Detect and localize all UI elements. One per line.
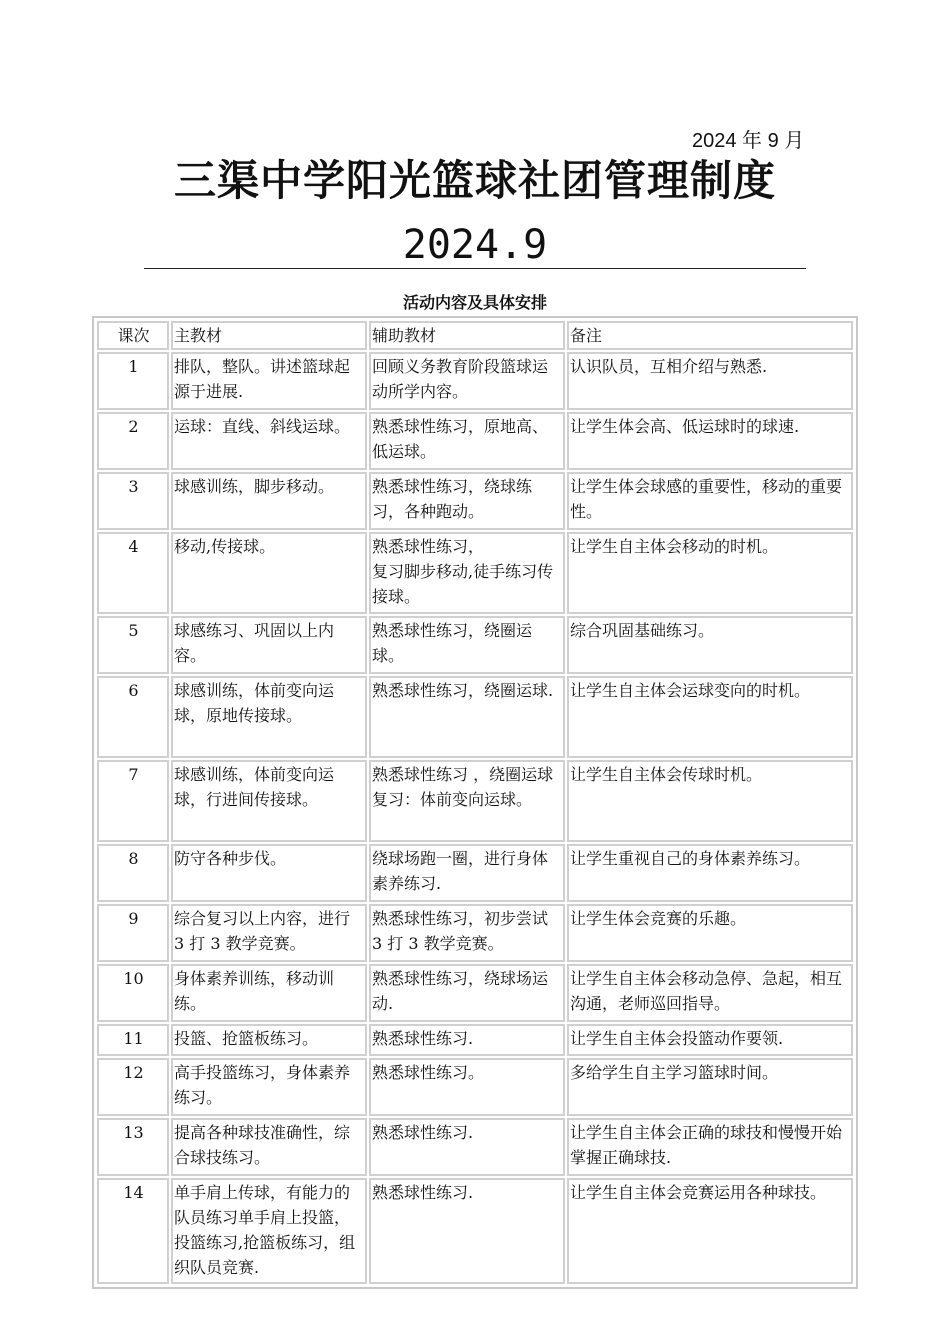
- aux-material-cell: 熟悉球性练习.: [369, 1118, 565, 1176]
- lesson-number-cell: 8: [97, 844, 169, 902]
- column-header-notes: 备注: [567, 321, 853, 350]
- lesson-number-cell: 11: [97, 1024, 169, 1056]
- document-date: 2024 年 9 月: [692, 130, 805, 152]
- schedule-table: [92, 316, 858, 1289]
- notes-cell: 让学生自主体会投篮动作要领.: [567, 1024, 853, 1056]
- main-material-cell: 球感练习、巩固以上内容。: [171, 616, 367, 674]
- lesson-number-cell: 13: [97, 1118, 169, 1176]
- table-row: [97, 1118, 853, 1176]
- aux-material-cell: 熟悉球性练习，初步尝试 3 打 3 教学竞赛。: [369, 904, 565, 962]
- notes-cell: 让学生自主体会移动的时机。: [567, 532, 853, 614]
- lesson-number-cell: 7: [97, 760, 169, 842]
- table-row: [97, 412, 853, 470]
- document-title: 三渠中学阳光篮球社团管理制度: [173, 156, 776, 205]
- main-material-cell: 投篮、抢篮板练习。: [171, 1024, 367, 1056]
- main-material-cell: 运球：直线、斜线运球。: [171, 412, 367, 470]
- aux-material-cell: 绕球场跑一圈，进行身体素养练习.: [369, 844, 565, 902]
- aux-material-cell: 回顾义务教育阶段篮球运动所学内容。: [369, 352, 565, 410]
- table-row: [97, 676, 853, 758]
- lesson-number-cell: 4: [97, 532, 169, 614]
- lesson-number-cell: 10: [97, 964, 169, 1022]
- main-material-cell: 综合复习以上内容，进行 3 打 3 教学竞赛。: [171, 904, 367, 962]
- main-material-cell: 身体素养训练，移动训练。: [171, 964, 367, 1022]
- main-material-cell: 排队，整队。讲述篮球起源于进展.: [171, 352, 367, 410]
- column-header-main-material: 主教材: [171, 321, 367, 350]
- lesson-number-cell: 12: [97, 1058, 169, 1116]
- notes-cell: 让学生自主体会正确的球技和慢慢开始掌握正确球技.: [567, 1118, 853, 1176]
- table-row: [97, 472, 853, 530]
- main-material-cell: 移动,传接球。: [171, 532, 367, 614]
- main-material-cell: 防守各种步伐。: [171, 844, 367, 902]
- aux-material-cell: 熟悉球性练习。: [369, 1058, 565, 1116]
- table-row: [97, 964, 853, 1022]
- lesson-number-cell: 9: [97, 904, 169, 962]
- main-material-cell: 高手投篮练习，身体素养练习。: [171, 1058, 367, 1116]
- main-material-cell: 球感训练，体前变向运球，行进间传接球。: [171, 760, 367, 842]
- lesson-number-cell: 6: [97, 676, 169, 758]
- table-row: [97, 352, 853, 410]
- notes-cell: 让学生重视自己的身体素养练习。: [567, 844, 853, 902]
- notes-cell: 让学生体会球感的重要性，移动的重要性。: [567, 472, 853, 530]
- main-material-cell: 球感训练，脚步移动。: [171, 472, 367, 530]
- table-row: [97, 532, 853, 614]
- notes-cell: 让学生自主体会移动急停、急起，相互沟通，老师巡回指导。: [567, 964, 853, 1022]
- lesson-number-cell: 14: [97, 1178, 169, 1284]
- notes-cell: 让学生自主体会竞赛运用各种球技。: [567, 1178, 853, 1284]
- table-row: [97, 904, 853, 962]
- title-divider: [144, 268, 806, 269]
- lesson-number-cell: 1: [97, 352, 169, 410]
- aux-material-cell: 熟悉球性练习，原地高、低运球。: [369, 412, 565, 470]
- column-header-lesson: 课次: [97, 321, 169, 350]
- aux-material-cell: 熟悉球性练习，绕圈运球.: [369, 676, 565, 758]
- table-row: [97, 1178, 853, 1284]
- lesson-number-cell: 5: [97, 616, 169, 674]
- main-material-cell: 提高各种球技准确性，综合球技练习。: [171, 1118, 367, 1176]
- notes-cell: 让学生体会高、低运球时的球速.: [567, 412, 853, 470]
- aux-material-cell: 熟悉球性练习.: [369, 1024, 565, 1056]
- aux-material-cell: 熟悉球性练习，绕球场运动.: [369, 964, 565, 1022]
- table-row: [97, 844, 853, 902]
- aux-material-cell: 熟悉球性练习.: [369, 1178, 565, 1284]
- lesson-number-cell: 2: [97, 412, 169, 470]
- document-year: 2024.9: [402, 222, 548, 268]
- column-header-aux-material: 辅助教材: [369, 321, 565, 350]
- table-row: [97, 1058, 853, 1116]
- main-material-cell: 单手肩上传球，有能力的队员练习单手肩上投篮，投篮练习,抢篮板练习，组织队员竞赛.: [171, 1178, 367, 1284]
- lesson-number-cell: 3: [97, 472, 169, 530]
- notes-cell: 多给学生自主学习篮球时间。: [567, 1058, 853, 1116]
- aux-material-cell: 熟悉球性练习 ，绕圈运球 复习：体前变向运球。: [369, 760, 565, 842]
- notes-cell: 让学生自主体会传球时机。: [567, 760, 853, 842]
- aux-material-cell: 熟悉球性练习， 复习脚步移动,徒手练习传接球。: [369, 532, 565, 614]
- table-row: [97, 760, 853, 842]
- notes-cell: 认识队员，互相介绍与熟悉.: [567, 352, 853, 410]
- aux-material-cell: 熟悉球性练习，绕球练习，各种跑动。: [369, 472, 565, 530]
- notes-cell: 让学生自主体会运球变向的时机。: [567, 676, 853, 758]
- section-heading: 活动内容及具体安排: [402, 293, 547, 312]
- table-header-row: [97, 321, 853, 350]
- table-row: [97, 616, 853, 674]
- aux-material-cell: 熟悉球性练习，绕圈运球。: [369, 616, 565, 674]
- table-row: [97, 1024, 853, 1056]
- notes-cell: 综合巩固基础练习。: [567, 616, 853, 674]
- notes-cell: 让学生体会竞赛的乐趣。: [567, 904, 853, 962]
- main-material-cell: 球感训练，体前变向运球，原地传接球。: [171, 676, 367, 758]
